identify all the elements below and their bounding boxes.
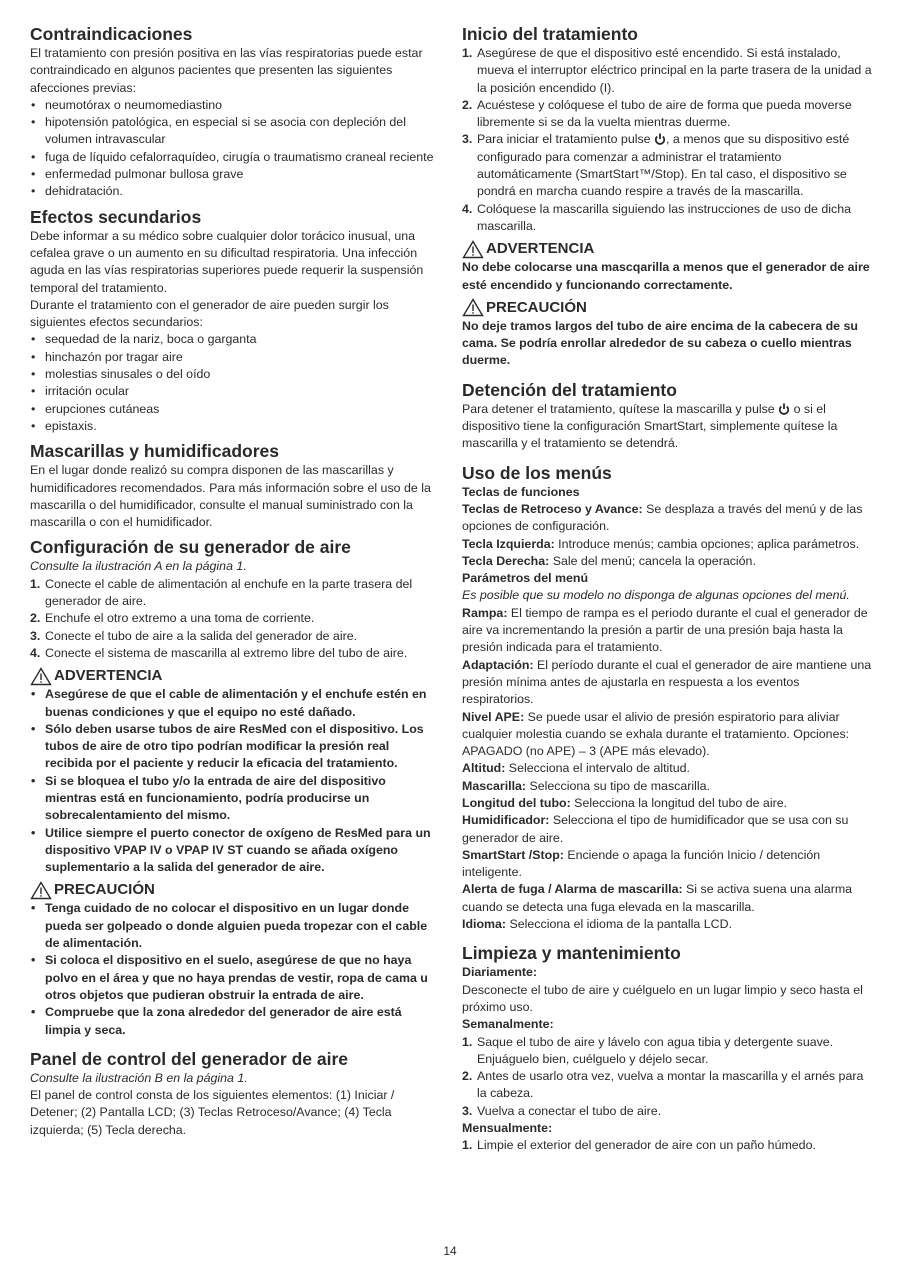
caution-title: PRECAUCIÓN xyxy=(54,881,155,899)
param-desc: Selecciona el intervalo de altitud. xyxy=(505,761,690,776)
contraindicaciones-intro: El tratamiento con presión positiva en las vías respiratorias puede estar contraindicado en algunos pacientes que presenten las siguientes afecciones previas: xyxy=(30,46,423,95)
param-term: Alerta de fuga / Alarma de mascarilla: xyxy=(462,882,683,897)
param-item xyxy=(462,778,874,795)
list-item: • Utilice siempre el puerto conector de oxígeno de ResMed para un dispositivo VPAP IV o VPAP IV ST cuando se añada oxígeno suplementario a la salida del generador de aire. xyxy=(30,825,440,877)
monthly-steps xyxy=(462,1137,874,1154)
configuracion-steps xyxy=(30,576,440,662)
key-item xyxy=(462,536,874,553)
list-item: • Si coloca el dispositivo en el suelo, asegúrese de que no haya polvo en el área y que no haya prendas de vestir, ropa de cama u otros objetos que pudieran obstruir la entrada de aire. xyxy=(30,952,440,1004)
monthly-label: Mensualmente: xyxy=(462,1121,553,1136)
param-item xyxy=(462,709,874,761)
key-desc: Introduce menús; cambia opciones; aplica parámetros. xyxy=(554,536,860,551)
warning-title: ADVERTENCIA xyxy=(54,667,163,685)
caution-triangle-icon xyxy=(462,298,484,317)
caution-body: No deje tramos largos del tubo de aire encima de la cabecera de su cama. Se podría enrollar alrededor de su cabeza o cuello mientras duerme. xyxy=(462,318,858,368)
key-item xyxy=(462,553,874,570)
configuracion-ref: Consulte la ilustración A en la página 1. xyxy=(30,559,247,574)
step-number: 1. xyxy=(30,576,41,591)
efectos-p1: Debe informar a su médico sobre cualquier dolor torácico inusual, una cefalea grave o un aumento en su dificultad respiratoria. Una infección aguda en las vías respiratorias superiores puede requerir la suspensión temporal del tratamiento. xyxy=(30,228,424,295)
step-item xyxy=(462,45,874,97)
caution-heading xyxy=(30,880,440,900)
param-desc: El tiempo de rampa es el periodo durante el cual el generador de aire va incrementando la presión a partir de una presión baja hasta la presión indicada para el tratamiento. xyxy=(462,605,868,655)
step-item xyxy=(30,645,440,662)
menus-sub-teclas: Teclas de funciones xyxy=(462,484,580,499)
key-term: Tecla Izquierda: xyxy=(462,536,555,551)
section-menus xyxy=(462,463,874,934)
list-item: • sequedad de la nariz, boca o garganta xyxy=(30,331,440,348)
step-text: Saque el tubo de aire y lávelo con agua tibia y detergente suave. Enjuáguelo bien, cuélguelo y déjelo secar. xyxy=(477,1034,834,1066)
step-item xyxy=(462,131,874,200)
daily-label: Diariamente: xyxy=(462,965,538,980)
list-item: • irritación ocular xyxy=(30,383,440,400)
list-item: • Sólo deben usarse tubos de aire ResMed con el dispositivo. Los tubos de aire de otro tipo podrían modificar la presión real recibida por el paciente y reducir la eficacia del tratamiento. xyxy=(30,721,440,773)
heading-detencion: Detención del tratamiento xyxy=(462,379,677,400)
key-desc: Se desplaza a través del menú y de las opciones de configuración. xyxy=(462,501,863,534)
list-item: • fuga de líquido cefalorraquídeo, cirugía o traumatismo craneal reciente xyxy=(30,149,440,166)
inicio-steps xyxy=(462,45,874,235)
detencion-body xyxy=(462,401,874,453)
list-item: • hipotensión patológica, en especial si se asocia con depleción del volumen intravascular xyxy=(30,114,440,149)
caution-triangle-icon xyxy=(30,881,52,900)
list-item: • neumotórax o neumomediastino xyxy=(30,97,440,114)
step-item xyxy=(462,1103,874,1120)
param-item xyxy=(462,881,874,916)
efectos-p2: Durante el tratamiento con el generador de aire pueden surgir los siguientes efectos secundarios: xyxy=(30,297,389,330)
step-text: Conecte el tubo de aire a la salida del generador de aire. xyxy=(45,628,358,643)
mascarillas-body: En el lugar donde realizó su compra disponen de las mascarillas y humidificadores recomendados. Para más información sobre el uso de la mascarilla o del humidificador, consulte el manual suministrado con la mascarilla o con el humidificador. xyxy=(30,463,431,530)
section-efectos xyxy=(30,207,440,436)
param-item xyxy=(462,760,874,777)
step-item xyxy=(30,628,440,645)
section-detencion xyxy=(462,380,874,453)
list-item: • erupciones cutáneas xyxy=(30,401,440,418)
heading-contraindicaciones: Contraindicaciones xyxy=(30,24,193,44)
heading-configuracion: Configuración de su generador de aire xyxy=(30,537,351,558)
heading-mascarillas: Mascarillas y humidificadores xyxy=(30,441,279,462)
list-item: • epistaxis. xyxy=(30,418,440,435)
step-text: Conecte el sistema de mascarilla al extremo libre del tubo de aire. xyxy=(45,645,408,660)
param-desc: El período durante el cual el generador de aire mantiene una presión mínima antes de ajustarla en respuesta a los eventos respiratorios. xyxy=(462,657,872,707)
step-number: 1. xyxy=(462,1034,473,1049)
key-item xyxy=(462,501,874,536)
warning-triangle-icon xyxy=(30,667,52,686)
heading-limpieza: Limpieza y mantenimiento xyxy=(462,943,681,964)
caution-title: PRECAUCIÓN xyxy=(486,298,587,316)
step-text-post: , a menos que su dispositivo esté configurado para comenzar a administrar el tratamiento automáticamente (SmartStart™/Stop). En tal caso, el dispositivo se pondrá en marcha cuando respire a través de la mascarilla. xyxy=(477,132,850,199)
list-item: • dehidratación. xyxy=(30,183,440,200)
param-item xyxy=(462,657,874,709)
step-item xyxy=(462,1034,874,1069)
param-item xyxy=(462,812,874,847)
key-term: Tecla Derecha: xyxy=(462,553,550,568)
param-desc: Selecciona la longitud del tubo de aire. xyxy=(570,795,788,810)
step-item xyxy=(462,1137,874,1154)
warning-heading xyxy=(462,239,874,259)
step-number: 1. xyxy=(462,1138,473,1153)
section-mascarillas xyxy=(30,441,440,531)
heading-menus: Uso de los menús xyxy=(462,462,612,483)
warning-title: ADVERTENCIA xyxy=(486,240,595,258)
key-desc: Sale del menú; cancela la operación. xyxy=(549,553,756,568)
step-number: 3. xyxy=(462,132,473,147)
panel-ref: Consulte la ilustración B en la página 1. xyxy=(30,1070,248,1085)
detencion-text-post: o si el dispositivo tiene la configuración SmartStart, simplemente quítese la mascarilla y el tratamiento se detendrá. xyxy=(462,401,838,451)
weekly-label: Semanalmente: xyxy=(462,1017,554,1032)
right-column xyxy=(462,24,874,1161)
step-text: Antes de usarlo otra vez, vuelva a montar la mascarilla y el arnés para la cabeza. xyxy=(477,1069,864,1101)
list-item: • Compruebe que la zona alrededor del generador de aire está limpia y seca. xyxy=(30,1004,440,1039)
contraindicaciones-list xyxy=(30,97,440,201)
section-contraindicaciones xyxy=(30,24,440,201)
list-item: • Tenga cuidado de no colocar el dispositivo en un lugar donde pueda ser golpeado o donde alguien pueda tropezar con el cable de alimentación. xyxy=(30,900,440,952)
param-desc: Enciende o apaga la función Inicio / detención inteligente. xyxy=(462,847,821,880)
panel-body: El panel de control consta de los siguientes elementos: (1) Iniciar / Detener; (2) Pantalla LCD; (3) Teclas Retroceso/Avance; (4) Tecla izquierda; (5) Tecla derecha. xyxy=(30,1088,395,1137)
key-term: Teclas de Retroceso y Avance: xyxy=(462,501,643,516)
param-term: Idioma: xyxy=(462,917,507,932)
power-icon xyxy=(778,403,790,415)
list-item: • enfermedad pulmonar bullosa grave xyxy=(30,166,440,183)
menus-note: Es posible que su modelo no disponga de algunas opciones del menú. xyxy=(462,588,850,603)
param-term: SmartStart /Stop: xyxy=(462,847,564,862)
step-number: 2. xyxy=(30,611,41,626)
caution-list xyxy=(30,900,440,1038)
weekly-steps xyxy=(462,1034,874,1120)
step-item xyxy=(30,576,440,611)
step-text: Conecte el cable de alimentación al enchufe en la parte trasera del generador de aire. xyxy=(45,576,413,609)
param-term: Nivel APE: xyxy=(462,709,525,724)
param-desc: Si se activa suena una alarma cuando se detecta una fuga elevada en la mascarilla. xyxy=(462,882,853,914)
step-text: Asegúrese de que el dispositivo esté encendido. Si está instalado, mueva el interruptor eléctrico principal en la parte trasera de la unidad a la posición encendido (I). xyxy=(477,46,872,95)
step-item xyxy=(462,97,874,132)
param-item xyxy=(462,916,874,933)
step-text: Acuéstese y colóquese el tubo de aire de forma que pueda moverse libremente si se da la vuelta mientras duerme. xyxy=(477,97,852,130)
list-item: • hinchazón por tragar aire xyxy=(30,349,440,366)
step-text: Colóquese la mascarilla siguiendo las instrucciones de uso de dicha mascarilla. xyxy=(477,201,852,233)
section-limpieza xyxy=(462,943,874,1154)
param-desc: Selecciona el tipo de humidificador que se usa con su generador de aire. xyxy=(462,813,849,845)
step-number: 3. xyxy=(30,628,41,643)
warning-body: No debe colocarse una mascqarilla a menos que el generador de aire esté encendido y funcionando correctamente. xyxy=(462,260,870,292)
section-configuracion xyxy=(30,537,440,1038)
daily-text: Desconecte el tubo de aire y cuélguelo en un lugar limpio y seco hasta el próximo uso. xyxy=(462,982,863,1014)
list-item: • Si se bloquea el tubo y/o la entrada de aire del dispositivo mientras está en funcionamiento, podría producirse un sobrecalentamiento del mismo. xyxy=(30,773,440,825)
caution-heading xyxy=(462,298,874,318)
param-item xyxy=(462,605,874,657)
section-panel xyxy=(30,1049,440,1139)
step-text: Vuelva a conectar el tubo de aire. xyxy=(477,1103,662,1118)
step-item xyxy=(462,1068,874,1103)
step-text-pre: Para iniciar el tratamiento pulse xyxy=(477,132,654,147)
param-desc: Selecciona el idioma de la pantalla LCD. xyxy=(506,917,732,932)
step-item xyxy=(30,610,440,627)
step-number: 4. xyxy=(30,645,41,660)
warning-heading xyxy=(30,666,440,686)
param-term: Adaptación: xyxy=(462,657,534,672)
step-text: Enchufe el otro extremo a una toma de corriente. xyxy=(45,611,315,626)
step-number: 2. xyxy=(462,1069,473,1084)
param-term: Mascarilla: xyxy=(462,778,527,793)
menus-sub-parametros: Parámetros del menú xyxy=(462,571,589,586)
step-number: 3. xyxy=(462,1103,473,1118)
left-column xyxy=(30,24,440,1145)
step-text: Limpie el exterior del generador de aire con un paño húmedo. xyxy=(477,1138,816,1153)
step-item xyxy=(462,201,874,236)
param-desc: Se puede usar el alivio de presión espiratorio para aliviar cualquier molestia cuando se exhala durante el tratamiento. Opciones: APAGADO (no APE) – 3 (APE más elevado). xyxy=(462,709,850,759)
param-item xyxy=(462,847,874,882)
param-item xyxy=(462,795,874,812)
heading-efectos: Efectos secundarios xyxy=(30,206,202,227)
section-inicio xyxy=(462,24,874,370)
efectos-list xyxy=(30,331,440,435)
step-number: 2. xyxy=(462,97,473,112)
step-number: 4. xyxy=(462,201,473,216)
detencion-text-pre: Para detener el tratamiento, quítese la mascarilla y pulse xyxy=(462,401,779,416)
param-term: Longitud del tubo: xyxy=(462,795,571,810)
heading-inicio: Inicio del tratamiento xyxy=(462,24,638,44)
page-number: 14 xyxy=(443,1244,457,1258)
step-number: 1. xyxy=(462,46,473,60)
warning-triangle-icon xyxy=(462,240,484,259)
param-desc: Selecciona su tipo de mascarilla. xyxy=(526,778,710,793)
warning-list xyxy=(30,686,440,876)
heading-panel: Panel de control del generador de aire xyxy=(30,1048,349,1069)
list-item: • molestias sinusales o del oído xyxy=(30,366,440,383)
power-icon xyxy=(654,133,666,145)
param-term: Rampa: xyxy=(462,605,508,620)
param-term: Altitud: xyxy=(462,761,506,776)
param-term: Humidificador: xyxy=(462,813,550,828)
list-item: • Asegúrese de que el cable de alimentación y el enchufe estén en buenas condiciones y que el equipo no esté dañado. xyxy=(30,686,440,721)
